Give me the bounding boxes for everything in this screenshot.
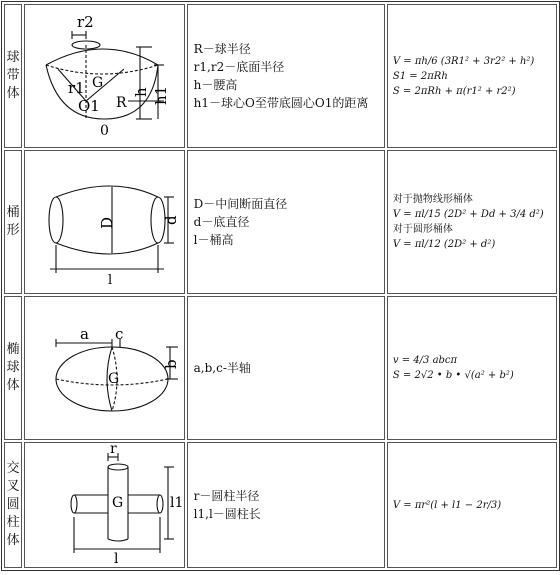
label-c: c <box>115 325 124 343</box>
variable-line: d－底直径 <box>193 215 250 229</box>
label-G: G <box>112 495 124 511</box>
figure-cell <box>24 296 184 440</box>
variable-line: D－中间断面直径 <box>193 197 288 211</box>
solid-name-char: 带 <box>6 68 20 83</box>
solid-name-cell <box>4 442 22 568</box>
label-G: G <box>108 371 120 387</box>
variables-cell <box>187 150 385 294</box>
table-row <box>4 4 557 148</box>
formula-line: S = 2√2 • b • √(a² + b²) <box>392 370 514 381</box>
label-r2: r2 <box>77 13 95 31</box>
label-O: 0 <box>100 123 110 139</box>
table-row <box>4 150 557 294</box>
solid-name-cell <box>4 296 22 440</box>
solid-name-char: 交 <box>6 461 20 476</box>
label-G: G <box>92 75 104 91</box>
formula-cell <box>387 296 557 440</box>
solid-name-char: 桶 <box>6 205 20 220</box>
spherical-zone-diagram <box>28 7 180 145</box>
solid-name-char: 体 <box>6 86 20 101</box>
solid-name-char: 球 <box>6 50 20 65</box>
label-b: b <box>162 359 181 369</box>
solid-name-char: 体 <box>6 378 20 393</box>
variables-cell <box>187 296 385 440</box>
solid-name-cell <box>4 4 22 148</box>
crossed-cylinders-diagram <box>28 441 184 567</box>
figure-cell <box>24 4 184 148</box>
label-h: h <box>132 87 151 97</box>
label-h1: h1 <box>152 85 171 105</box>
formula-line: V = πh/6 (3R1² + 3r2² + h²) <box>392 55 535 67</box>
variable-line: R－球半径 <box>193 42 251 56</box>
table-row <box>4 296 557 440</box>
variable-line: a,b,c-半轴 <box>193 361 251 375</box>
label-l: l <box>108 273 113 288</box>
label-r: r <box>110 441 118 457</box>
formula-line: S1 = 2πRh <box>392 70 448 82</box>
formula-line: S = 2πRh + π(r1² + r2²) <box>392 85 516 97</box>
figure-cell <box>24 150 184 294</box>
variable-line: l1,l－圆柱长 <box>193 507 261 521</box>
solid-name-char: 形 <box>6 223 20 238</box>
formula-cell <box>387 442 557 568</box>
label-l: l <box>114 551 119 567</box>
solid-name-char: 柱 <box>6 515 20 530</box>
variable-line: l－桶高 <box>193 233 234 247</box>
label-l1: l1 <box>170 495 184 511</box>
label-r1: r1 <box>68 79 86 97</box>
variables-cell <box>187 4 385 148</box>
solid-name-char: 椭 <box>6 342 20 357</box>
solid-name-cell <box>4 150 22 294</box>
variable-line: r－圆柱半径 <box>193 489 260 503</box>
formula-cell <box>387 4 557 148</box>
barrel-diagram <box>28 153 180 291</box>
solid-name-char: 体 <box>6 533 20 548</box>
ellipsoid-diagram <box>28 299 180 437</box>
figure-cell <box>24 442 184 568</box>
formula-cell <box>387 150 557 294</box>
formula-note: 对于抛物线形桶体 <box>392 194 473 205</box>
variable-line: h1－球心O至带底圆心O1的距离 <box>193 96 369 110</box>
variables-cell <box>187 442 385 568</box>
formula-note: 对于圆形桶体 <box>392 224 453 235</box>
label-R: R <box>116 95 127 111</box>
label-D: D <box>98 216 117 229</box>
solid-name-char: 圆 <box>6 497 20 512</box>
label-O1: O1 <box>78 97 101 115</box>
solids-formula-table <box>1 1 560 571</box>
formula-line: v = 4/3 abcπ <box>392 355 458 366</box>
formula-line: V = πl/15 (2D² + Dd + 3/4 d²) <box>392 209 544 220</box>
label-d: d <box>162 215 181 225</box>
variable-line: h－腰高 <box>193 78 238 92</box>
variable-line: r1,r2－底面半径 <box>193 60 285 74</box>
table-row <box>4 442 557 568</box>
solid-name-char: 球 <box>6 360 20 375</box>
label-a: a <box>80 325 90 343</box>
formula-line: V = πl/12 (2D² + d²) <box>392 239 496 250</box>
formula-line: V = πr²(l + l1 − 2r/3) <box>392 499 502 511</box>
solid-name-char: 叉 <box>6 479 20 494</box>
